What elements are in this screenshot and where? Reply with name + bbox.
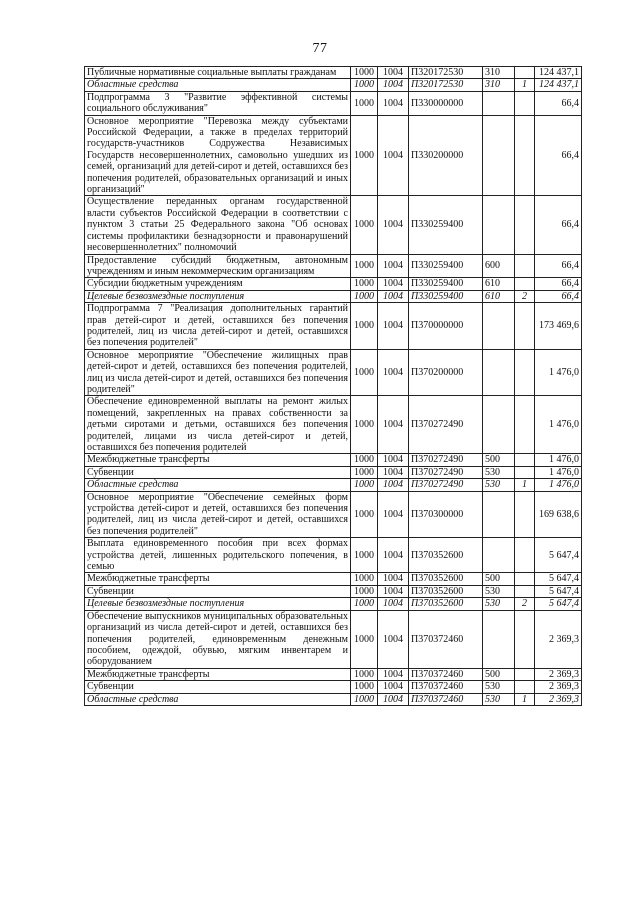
subsection-code-cell: 1004 [378,254,409,278]
expense-type-cell: 530 [483,693,515,705]
expense-type-cell [483,196,515,254]
amount-cell: 124 437,1 [535,79,582,91]
row-name-cell: Предоставление субсидий бюджетным, автономным учреждениям и иным некоммерческим организациям [85,254,351,278]
funding-source-cell: 1 [515,479,535,491]
section-code-cell: 1000 [351,91,378,115]
funding-source-cell: 1 [515,693,535,705]
expense-type-cell [483,396,515,454]
subsection-code-cell: 1004 [378,278,409,290]
amount-cell: 1 476,0 [535,479,582,491]
table-row [85,454,582,466]
expense-type-cell [483,491,515,538]
amount-cell: 5 647,4 [535,585,582,597]
amount-cell: 66,4 [535,290,582,302]
table-row [85,598,582,610]
funding-source-cell [515,538,535,573]
row-name-cell: Публичные нормативные социальные выплаты гражданам [85,67,351,79]
target-article-cell: П320172530 [409,79,483,91]
expense-type-cell: 610 [483,290,515,302]
funding-source-cell [515,91,535,115]
section-code-cell: 1000 [351,585,378,597]
target-article-cell: П370372460 [409,693,483,705]
row-name-cell: Межбюджетные трансферты [85,454,351,466]
target-article-cell: П370272490 [409,466,483,478]
funding-source-cell [515,681,535,693]
row-name-cell: Областные средства [85,693,351,705]
funding-source-cell [515,491,535,538]
section-code-cell: 1000 [351,598,378,610]
section-code-cell: 1000 [351,115,378,196]
expense-type-cell: 500 [483,573,515,585]
funding-source-cell: 2 [515,598,535,610]
target-article-cell: П370372460 [409,610,483,668]
amount-cell: 173 469,6 [535,303,582,350]
page-number: 77 [312,41,328,56]
subsection-code-cell: 1004 [378,91,409,115]
expense-type-cell: 530 [483,598,515,610]
table-row [85,115,582,196]
subsection-code-cell: 1004 [378,681,409,693]
section-code-cell: 1000 [351,681,378,693]
expense-type-cell: 310 [483,67,515,79]
subsection-code-cell: 1004 [378,349,409,396]
funding-source-cell: 2 [515,290,535,302]
target-article-cell: П370352600 [409,573,483,585]
section-code-cell: 1000 [351,491,378,538]
expense-type-cell: 530 [483,466,515,478]
expense-type-cell: 610 [483,278,515,290]
amount-cell: 1 476,0 [535,466,582,478]
row-name-cell: Обеспечение выпускников муниципальных образовательных организаций из числа детей-сирот и детей, оставшихся без попечения родителей, единовременным денежным пособием, одеждой, обувью, мягким инвентарем и оборудованием [85,610,351,668]
table-row [85,396,582,454]
subsection-code-cell: 1004 [378,573,409,585]
target-article-cell: П330259400 [409,254,483,278]
subsection-code-cell: 1004 [378,693,409,705]
funding-source-cell [515,303,535,350]
subsection-code-cell: 1004 [378,491,409,538]
expense-type-cell [483,538,515,573]
amount-cell: 66,4 [535,278,582,290]
expense-type-cell: 530 [483,681,515,693]
funding-source-cell [515,196,535,254]
expense-type-cell: 600 [483,254,515,278]
target-article-cell: П370200000 [409,349,483,396]
subsection-code-cell: 1004 [378,479,409,491]
expense-type-cell: 310 [483,79,515,91]
section-code-cell: 1000 [351,693,378,705]
table-row [85,610,582,668]
funding-source-cell [515,610,535,668]
subsection-code-cell: 1004 [378,466,409,478]
funding-source-cell [515,466,535,478]
subsection-code-cell: 1004 [378,598,409,610]
subsection-code-cell: 1004 [378,585,409,597]
row-name-cell: Субсидии бюджетным учреждениям [85,278,351,290]
section-code-cell: 1000 [351,278,378,290]
section-code-cell: 1000 [351,668,378,680]
expense-type-cell: 530 [483,585,515,597]
target-article-cell: П370372460 [409,668,483,680]
table-row [85,196,582,254]
section-code-cell: 1000 [351,454,378,466]
funding-source-cell [515,67,535,79]
table-row [85,349,582,396]
amount-cell: 1 476,0 [535,349,582,396]
amount-cell: 2 369,3 [535,668,582,680]
funding-source-cell [515,349,535,396]
section-code-cell: 1000 [351,79,378,91]
amount-cell: 1 476,0 [535,454,582,466]
row-name-cell: Субвенции [85,585,351,597]
row-name-cell: Выплата единовременного пособия при всех формах устройства детей, лишенных родительского попечения, в семью [85,538,351,573]
row-name-cell: Обеспечение единовременной выплаты на ремонт жилых помещений, закрепленных на правах собственности за детьми сиротами и детьми, оставшихся без попечения родителей, лицами из числа детей-сирот и детей, оставшихся без попечения родителей [85,396,351,454]
table-row [85,693,582,705]
amount-cell: 124 437,1 [535,67,582,79]
amount-cell: 2 369,3 [535,693,582,705]
target-article-cell: П370300000 [409,491,483,538]
expense-type-cell: 530 [483,479,515,491]
amount-cell: 169 638,6 [535,491,582,538]
section-code-cell: 1000 [351,396,378,454]
target-article-cell: П330259400 [409,196,483,254]
target-article-cell: П370352600 [409,585,483,597]
funding-source-cell [515,396,535,454]
amount-cell: 2 369,3 [535,610,582,668]
target-article-cell: П330200000 [409,115,483,196]
row-name-cell: Межбюджетные трансферты [85,668,351,680]
subsection-code-cell: 1004 [378,290,409,302]
table-row [85,466,582,478]
section-code-cell: 1000 [351,610,378,668]
amount-cell: 5 647,4 [535,598,582,610]
table-row [85,79,582,91]
expense-type-cell [483,610,515,668]
row-name-cell: Областные средства [85,479,351,491]
row-name-cell: Субвенции [85,681,351,693]
target-article-cell: П330259400 [409,278,483,290]
table-row [85,668,582,680]
row-name-cell: Подпрограмма 3 "Развитие эффективной системы социального обслуживания" [85,91,351,115]
funding-source-cell [515,254,535,278]
expense-type-cell [483,349,515,396]
target-article-cell: П370272490 [409,396,483,454]
subsection-code-cell: 1004 [378,396,409,454]
funding-source-cell [515,454,535,466]
table-row [85,538,582,573]
table-row [85,254,582,278]
amount-cell: 5 647,4 [535,538,582,573]
expense-type-cell [483,115,515,196]
section-code-cell: 1000 [351,290,378,302]
budget-table-body [85,67,582,706]
target-article-cell: П370000000 [409,303,483,350]
table-row [85,491,582,538]
funding-source-cell [515,278,535,290]
target-article-cell: П330000000 [409,91,483,115]
expense-type-cell: 500 [483,454,515,466]
table-row [85,91,582,115]
subsection-code-cell: 1004 [378,303,409,350]
amount-cell: 2 369,3 [535,681,582,693]
table-row [85,573,582,585]
amount-cell: 66,4 [535,115,582,196]
funding-source-cell [515,573,535,585]
row-name-cell: Субвенции [85,466,351,478]
row-name-cell: Целевые безвозмездные поступления [85,290,351,302]
row-name-cell: Межбюджетные трансферты [85,573,351,585]
section-code-cell: 1000 [351,196,378,254]
section-code-cell: 1000 [351,303,378,350]
section-code-cell: 1000 [351,67,378,79]
row-name-cell: Основное мероприятие "Обеспечение семейных форм устройства детей-сирот и детей, оставшихся без попечения родителей, лиц из числа детей-сирот и детей, оставшихся без попечения родителей" [85,491,351,538]
table-row [85,303,582,350]
section-code-cell: 1000 [351,466,378,478]
section-code-cell: 1000 [351,349,378,396]
target-article-cell: П370272490 [409,454,483,466]
expense-type-cell [483,303,515,350]
subsection-code-cell: 1004 [378,454,409,466]
table-row [85,290,582,302]
target-article-cell: П370352600 [409,538,483,573]
section-code-cell: 1000 [351,254,378,278]
target-article-cell: П370372460 [409,681,483,693]
budget-table [84,66,582,706]
amount-cell: 66,4 [535,254,582,278]
amount-cell: 66,4 [535,91,582,115]
expense-type-cell [483,91,515,115]
table-row [85,681,582,693]
table-row [85,67,582,79]
target-article-cell: П370272490 [409,479,483,491]
section-code-cell: 1000 [351,479,378,491]
row-name-cell: Осуществление переданных органам государственной власти субъектов Российской Федерации в соответствии с пунктом 3 статьи 25 Федерального закона "Об основах системы профилактики безнадзорности и правонарушений несовершеннолетних" полномочий [85,196,351,254]
subsection-code-cell: 1004 [378,610,409,668]
target-article-cell: П320172530 [409,67,483,79]
table-row [85,278,582,290]
amount-cell: 66,4 [535,196,582,254]
target-article-cell: П370352600 [409,598,483,610]
target-article-cell: П330259400 [409,290,483,302]
subsection-code-cell: 1004 [378,79,409,91]
amount-cell: 1 476,0 [535,396,582,454]
subsection-code-cell: 1004 [378,115,409,196]
row-name-cell: Основное мероприятие "Обеспечение жилищных прав детей-сирот и детей, оставшихся без попечения родителей, лиц из числа детей-сирот и детей, оставшихся без попечения родителей" [85,349,351,396]
table-row [85,479,582,491]
funding-source-cell [515,668,535,680]
subsection-code-cell: 1004 [378,67,409,79]
row-name-cell: Областные средства [85,79,351,91]
subsection-code-cell: 1004 [378,668,409,680]
amount-cell: 5 647,4 [535,573,582,585]
funding-source-cell: 1 [515,79,535,91]
expense-type-cell: 500 [483,668,515,680]
subsection-code-cell: 1004 [378,196,409,254]
row-name-cell: Основное мероприятие "Перевозка между субъектами Российской Федерации, а также в пределах территорий государств-участников Содружества Независимых Государств несовершеннолетних, самовольно ушедших из семей, организаций для детей-сирот и детей, оставшихся без попечения родителей, образовательных организаций и иных организаций" [85,115,351,196]
row-name-cell: Целевые безвозмездные поступления [85,598,351,610]
funding-source-cell [515,115,535,196]
subsection-code-cell: 1004 [378,538,409,573]
row-name-cell: Подпрограмма 7 "Реализация дополнительных гарантий прав детей-сирот и детей, оставшихся без попечения родителей, лиц из числа детей-сирот и детей, оставшихся без попечения родителей" [85,303,351,350]
section-code-cell: 1000 [351,573,378,585]
table-row [85,585,582,597]
funding-source-cell [515,585,535,597]
section-code-cell: 1000 [351,538,378,573]
